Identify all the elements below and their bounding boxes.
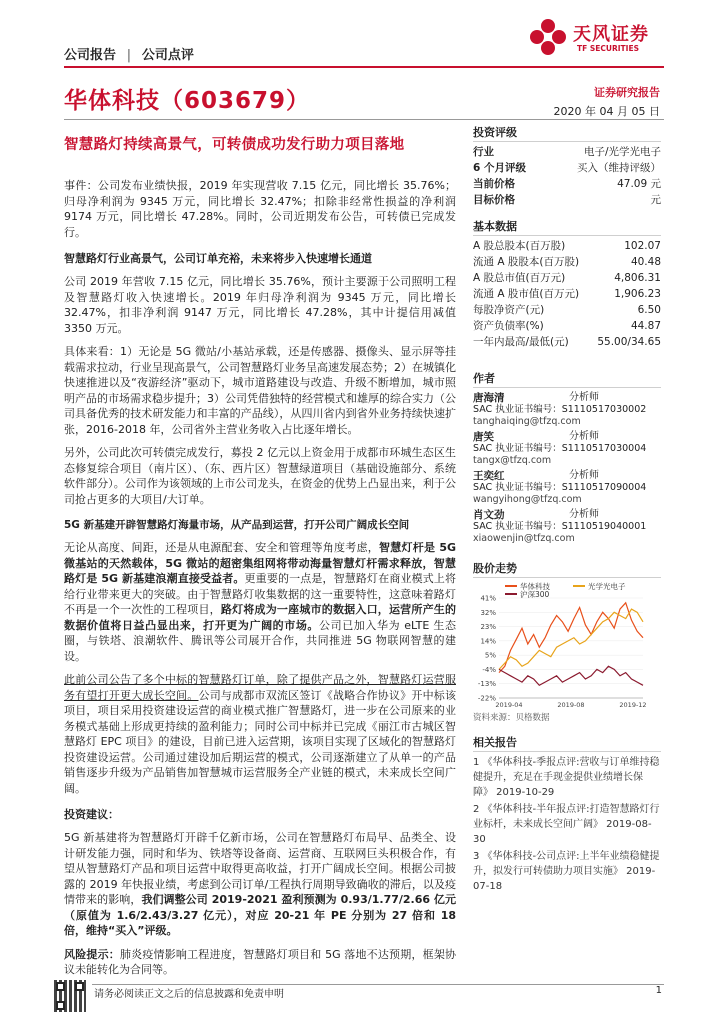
category-separator: | xyxy=(126,48,132,63)
basic-data-value: 102.07 xyxy=(624,240,661,252)
revenue-paragraph: 公司 2019 年营收 7.15 亿元，同比增长 35.76%，预计主要源于公司照明工程及智慧路灯收入快速增长。2019 年归母净利润为 9345 万元，同比增长 32.47%，扣非净利润 9147 万元，同比增长 47.28%，其中计提信用减值 3350 万元。 xyxy=(64,275,456,335)
basic-data-value: 44.87 xyxy=(630,320,661,332)
convertible-paragraph: 另外，公司此次可转债完成发行，募投 2 亿元以上资金用于成都市环城生态区生态修复综合项目（南片区）、（东、西片区）智慧绿道项目（基础设施部分、系统软件部分）。公司作为该领域的上市公司龙头，在资金的优势上凸显出来，利于公司抢占更多的大项目/大订单。 xyxy=(64,446,456,506)
author-list xyxy=(473,392,661,545)
basic-data-row xyxy=(473,302,661,318)
chart-legend-label: 华体科技 xyxy=(520,582,550,591)
event-paragraph: 事件：公司发布业绩快报，2019 年实现营收 7.15 亿元，同比增长 35.76%；归母净利润为 9345 万元，同比增长 32.47%；扣除非经常性损益的净利润 9174 万元，同比增长 47.28%。同时，公司近期发布公告，可转债已完成发行。 xyxy=(64,179,456,239)
author-name: 唐海清 xyxy=(473,392,505,404)
author-entry xyxy=(473,392,661,428)
authors-title: 作者 xyxy=(473,372,495,385)
basic-data-row xyxy=(473,286,661,302)
basic-data-label: A 股总市值(百万元) xyxy=(473,272,566,284)
company-title: 华体科技（603679） xyxy=(64,88,311,114)
report-date: 2020 年 04 月 05 日 xyxy=(553,105,660,118)
chart-legend-label: 沪深300 xyxy=(520,590,550,599)
header-divider xyxy=(64,66,664,68)
5g-text-a: 无论从高度、间距，还是从电源配套、安全和管理等角度考虑， xyxy=(64,541,379,554)
subheading-3: 投资建议： xyxy=(64,808,119,821)
rating-row xyxy=(473,192,661,208)
rating-label: 6 个月评级 xyxy=(473,162,526,174)
details-paragraph: 具体来看：1）无论是 5G 微站/小基站承载，还是传感器、摄像头、显示屏等挂载需求拉动，行业呈现高景气，公司智慧路灯业务呈高速发展态势；2）在城镇化快速推进以及“夜游经济”驱动下，城市道路建设与改造、升级不断增加，城市照明产品的市场需求稳步提升；3）公司凭借独特的经营模式和雄厚的综合实力（公司具备优秀的技术研发能力和丰富的产品线），从四川省内到省外业务持续快速扩张，2016-2018 年，公司省外主营业务收入占比逐年增长。 xyxy=(64,345,456,436)
basic-data-label: 流通 A 股股本(百万股) xyxy=(473,256,580,268)
related-report-item[interactable]: 1 《华体科技-季报点评:营收与订单维持稳健提升，充足在手现金提供业绩增长保障》 2019-10-29 xyxy=(473,757,660,798)
chart-ytick-label: 14% xyxy=(480,637,496,646)
author-cert: SAC 执业证书编号：S1110519040001 xyxy=(473,521,647,532)
main-body xyxy=(64,178,456,978)
chart-ytick-label: 41% xyxy=(480,594,496,603)
author-role: 分析师 xyxy=(569,509,599,520)
stock-trend-section xyxy=(473,560,661,723)
basic-data-label: A 股总股本(百万股) xyxy=(473,240,566,252)
author-email[interactable]: xiaowenjin@tfzq.com xyxy=(473,533,575,544)
5g-text-d: 路灯将成为一座城市的数据入口，运营所产生的数据价值将日益凸显出来，打开更为广阔的市场。 xyxy=(64,603,457,632)
basic-data-title: 基本数据 xyxy=(473,220,517,233)
risk-text: 肺炎疫情影响工程进度，智慧路灯项目和 5G 落地不达预期，框架协议未能转化为合同等。 xyxy=(64,947,457,976)
headline: 智慧路灯持续高景气，可转债成功发行助力项目落地 xyxy=(64,137,405,153)
5g-text-b: 智慧灯杆是 5G 微基站的天然载体，5G 微站的超密集组网将带动海量智慧灯杆需求释放，智慧路灯是 5G 新基建浪潮直接受益者。 xyxy=(64,541,457,585)
author-entry xyxy=(473,470,661,506)
related-report-item[interactable]: 2 《华体科技-半年报点评:打造智慧路灯行业标杆，未来成长空间广阔》 2019-08-30 xyxy=(473,804,660,845)
logo-cn: 天风证券 xyxy=(573,24,649,45)
subcategory-label: 公司点评 xyxy=(141,48,194,63)
rating-title: 投资评级 xyxy=(473,126,517,139)
basic-data-label: 一年内最高/最低(元) xyxy=(473,336,569,348)
investment-text-a: 5G 新基建将为智慧路灯开辟千亿新市场，公司在智慧路灯布局早、品类全、设计研发能力强，同时和华为、铁塔等设备商、运营商、互联网巨头积极合作，有望从智慧路灯产品和项目运营中取得更高收益，打开广阔成长空间。根据公司披露的 2019 年快报业绩，考虑到公司订单/工程执行周期导致确收的滞后，以及疫情带来的影响， xyxy=(64,831,456,906)
basic-data-row xyxy=(473,238,661,254)
stock-trend-chart xyxy=(473,580,661,710)
related-list xyxy=(473,755,661,894)
rating-label: 当前价格 xyxy=(473,178,515,190)
operation-text-a: 此前公司公告了多个中标的智慧路灯订单，除了提供产品之外，智慧路灯运营服务有望打开更大成长空间。 xyxy=(64,673,456,702)
investment-text-b: 我们调整公司 2019-2021 盈利预测为 0.93/1.77/2.66 亿元（原值为 1.6/2.43/3.27 亿元），对应 20-21 年 PE 分别为 27 倍和 18 倍，维持“买入”评级。 xyxy=(64,893,456,937)
author-role: 分析师 xyxy=(569,431,599,442)
basic-data-row xyxy=(473,334,661,350)
chart-ytick-label: -4% xyxy=(482,665,496,674)
author-name: 唐笑 xyxy=(473,431,494,443)
basic-data-value: 6.50 xyxy=(637,304,661,316)
basic-data-row xyxy=(473,270,661,286)
logo-en: TF SECURITIES xyxy=(577,44,639,53)
rating-table xyxy=(473,144,661,208)
rating-row xyxy=(473,176,661,192)
related-report-item[interactable]: 3 《华体科技-公司点评:上半年业绩稳健提升，拟发行可转债助力项目实施》 2019-07-18 xyxy=(473,851,660,892)
basic-data-value: 40.48 xyxy=(630,256,661,268)
author-email[interactable]: tangx@tfzq.com xyxy=(473,455,552,466)
subheading-2: 5G 新基建开辟智慧路灯海量市场，从产品到运营，打开公司广阔成长空间 xyxy=(64,519,410,531)
basic-data-label: 每股净资产(元) xyxy=(473,304,545,316)
basic-data-row xyxy=(473,254,661,270)
chart-series-line xyxy=(499,609,643,669)
investment-paragraph xyxy=(64,830,456,939)
basic-data-value: 55.00/34.65 xyxy=(597,336,661,348)
basic-data-table xyxy=(473,238,661,350)
rating-row xyxy=(473,160,661,176)
rating-value: 47.09 元 xyxy=(617,178,661,190)
risk-label: 风险提示： xyxy=(64,947,120,961)
chart-source: 资料来源：贝格数据 xyxy=(473,713,550,723)
chart-xtick-label: 2019-08 xyxy=(557,701,585,709)
rating-label: 目标价格 xyxy=(473,194,515,206)
author-email[interactable]: tanghaiqing@tfzq.com xyxy=(473,416,581,427)
related-section xyxy=(473,734,661,896)
author-entry xyxy=(473,509,661,545)
rating-value: 电子/光学光电子 xyxy=(583,146,661,158)
operation-paragraph xyxy=(64,672,456,796)
5g-text-c: 更重要的一点是，智慧路灯在商业模式上将给行业带来更大的突破。由于智慧路灯收集数据的这一重要特性，这意味着路灯不再是一个一次性的工程项目， xyxy=(64,572,457,616)
basic-data-section xyxy=(473,218,661,350)
rating-value: 买入（维持评级） xyxy=(577,162,661,174)
rating-section xyxy=(473,124,661,208)
title-divider xyxy=(64,119,664,120)
stock-trend-title: 股价走势 xyxy=(473,562,517,575)
rating-value: 元 xyxy=(650,194,661,206)
authors-section xyxy=(473,370,661,548)
chart-ytick-label: 32% xyxy=(480,608,496,617)
report-category xyxy=(64,44,194,63)
author-name: 王奕红 xyxy=(473,470,505,482)
subheading-1: 智慧路灯行业高景气，公司订单充裕，未来将步入快速增长通道 xyxy=(64,252,372,265)
author-cert: SAC 执业证书编号：S1110517030002 xyxy=(473,404,647,415)
qr-code-icon xyxy=(54,980,86,1012)
chart-ytick-label: 5% xyxy=(484,651,496,660)
risk-paragraph xyxy=(64,947,456,978)
basic-data-label: 资产负债率(%) xyxy=(473,320,544,332)
page-number: 1 xyxy=(655,985,662,996)
category-label: 公司报告 xyxy=(64,48,117,63)
chart-legend-label: 光学光电子 xyxy=(588,582,626,591)
basic-data-value: 1,906.23 xyxy=(614,288,661,300)
5g-paragraph xyxy=(64,540,456,664)
author-entry xyxy=(473,431,661,467)
related-title: 相关报告 xyxy=(473,736,517,749)
author-cert: SAC 执业证书编号：S1110517090004 xyxy=(473,482,647,493)
pinwheel-logo-icon xyxy=(527,16,569,58)
basic-data-label: 流通 A 股市值(百万元) xyxy=(473,288,580,300)
author-name: 肖文劲 xyxy=(473,509,505,521)
author-email[interactable]: wangyihong@tfzq.com xyxy=(473,494,582,505)
rating-label: 行业 xyxy=(473,146,494,158)
operation-text-b: 公司与成都市双流区签订《战略合作协议》开中标该项目，项目采用投资建设运营的商业模式推广智慧路灯，进一步在公司原来的业务模式基础上形成更持续的盈利能力；同时公司中标并已完成《丽江市古城区智慧路灯 EPC 项目》的建设，目前已进入运营期，该项目实现了区域化的智慧路灯投资建设运营。公司通过建设加后期运营的模式，公司逐渐建立了从单一的产品销售逐步升级为产品销售加智慧城市运营服务全产业链的模式，未来成长空间广阔。 xyxy=(64,688,457,795)
chart-xtick-label: 2019-12 xyxy=(619,701,647,709)
author-role: 分析师 xyxy=(569,470,599,481)
5g-text-e: 公司已加入华为 eLTE 生态圈，与铁塔、浪潮软件、腾讯等公司展开合作，共同推进 5G 物联网智慧的建设。 xyxy=(64,618,456,663)
chart-ytick-label: 23% xyxy=(480,623,496,632)
basic-data-value: 4,806.31 xyxy=(614,272,661,284)
logo xyxy=(527,14,667,62)
footer-disclaimer: 请务必阅读正文之后的信息披露和免责申明 xyxy=(94,989,284,1000)
chart-xtick-label: 2019-04 xyxy=(495,701,523,709)
author-role: 分析师 xyxy=(569,392,599,403)
chart-ytick-label: -22% xyxy=(477,694,496,703)
basic-data-row xyxy=(473,318,661,334)
chart-series-line xyxy=(499,603,643,673)
chart-ytick-label: -13% xyxy=(477,680,496,689)
rating-row xyxy=(473,144,661,160)
report-type: 证券研究报告 xyxy=(594,86,660,99)
author-cert: SAC 执业证书编号：S1110517030004 xyxy=(473,443,647,454)
